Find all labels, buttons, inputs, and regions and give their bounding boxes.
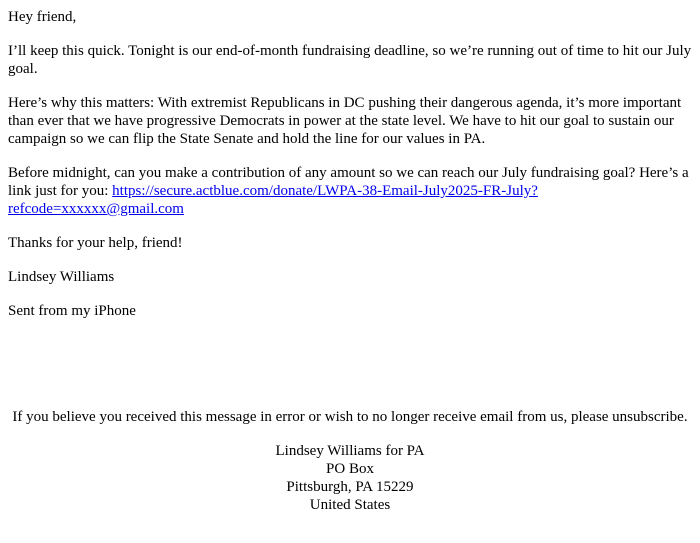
greeting: Hey friend,	[8, 9, 77, 25]
email-body	[8, 8, 692, 336]
paragraph-deadline: I’ll keep this quick. Tonight is our end-of-month fundraising deadline, so we’re running out of time to hit our July goal.	[8, 43, 692, 77]
email-footer	[0, 408, 700, 530]
po-box: PO Box	[326, 461, 374, 477]
signature: Lindsey Williams	[8, 269, 115, 285]
org-name: Lindsey Williams for PA	[275, 443, 425, 459]
donate-link[interactable]: https://secure.actblue.com/donate/LWPA-38-Email-July2025-FR-July?refcode=xxxxxx@gmail.com	[8, 183, 538, 217]
paragraph-why-it-matters: Here’s why this matters: With extremist Republicans in DC pushing their dangerous agenda, it’s more important than ever that we have progressive Democrats in power at the state level. We have to hit our goal to sustain our campaign so we can flip the State Senate and hold the line for our values in PA.	[8, 95, 682, 147]
ask-text: Before midnight, can you make a contribution of any amount so we can reach our July fundraising goal? Here’s a link just for you:	[8, 165, 689, 199]
thanks-line: Thanks for your help, friend!	[8, 235, 183, 251]
mailing-address	[0, 442, 700, 514]
unsubscribe-notice: If you believe you received this message in error or wish to no longer receive email from us, please unsubscribe.	[12, 409, 688, 425]
country: United States	[309, 497, 391, 513]
paragraph-ask	[8, 164, 692, 218]
city-state-zip: Pittsburgh, PA 15229	[286, 479, 414, 495]
sent-from-line: Sent from my iPhone	[8, 303, 136, 319]
